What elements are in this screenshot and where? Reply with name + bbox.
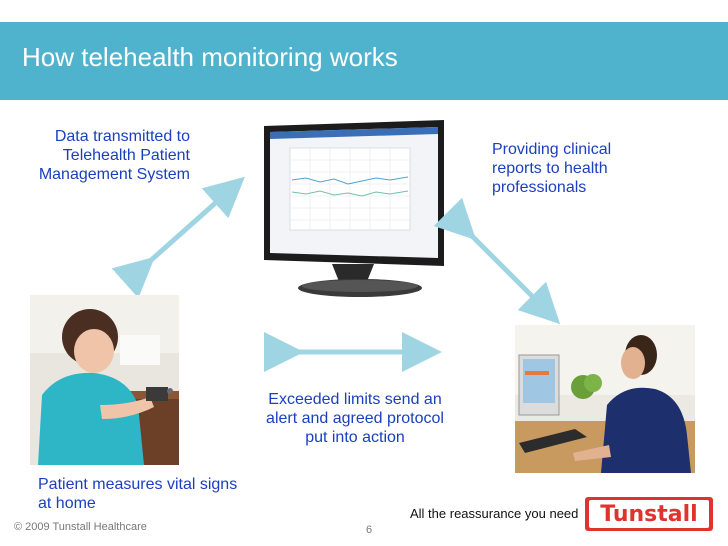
arrow-patient-to-system — [140, 190, 230, 270]
tunstall-logo — [585, 497, 713, 531]
clinician-photo — [515, 325, 695, 473]
logo-wordmark: Tunstall — [600, 501, 698, 527]
brand-tagline: All the reassurance you need — [410, 506, 579, 521]
caption-clinical-reports: Providing clinical reports to health professionals — [492, 141, 612, 196]
caption-alert-protocol: Exceeded limits send an alert and agreed protocol put into action — [266, 391, 444, 446]
caption-patient-measures: Patient measures vital signs at home — [38, 476, 238, 512]
patient-photo — [30, 295, 179, 465]
arrow-system-to-clinician — [462, 226, 546, 310]
caption-data-transmitted: Data transmitted to Telehealth Patient Management System — [38, 128, 190, 183]
slide-title: How telehealth monitoring works — [22, 42, 398, 72]
page-number: 6 — [366, 524, 373, 536]
copyright-text: © 2009 Tunstall Healthcare — [14, 521, 147, 533]
